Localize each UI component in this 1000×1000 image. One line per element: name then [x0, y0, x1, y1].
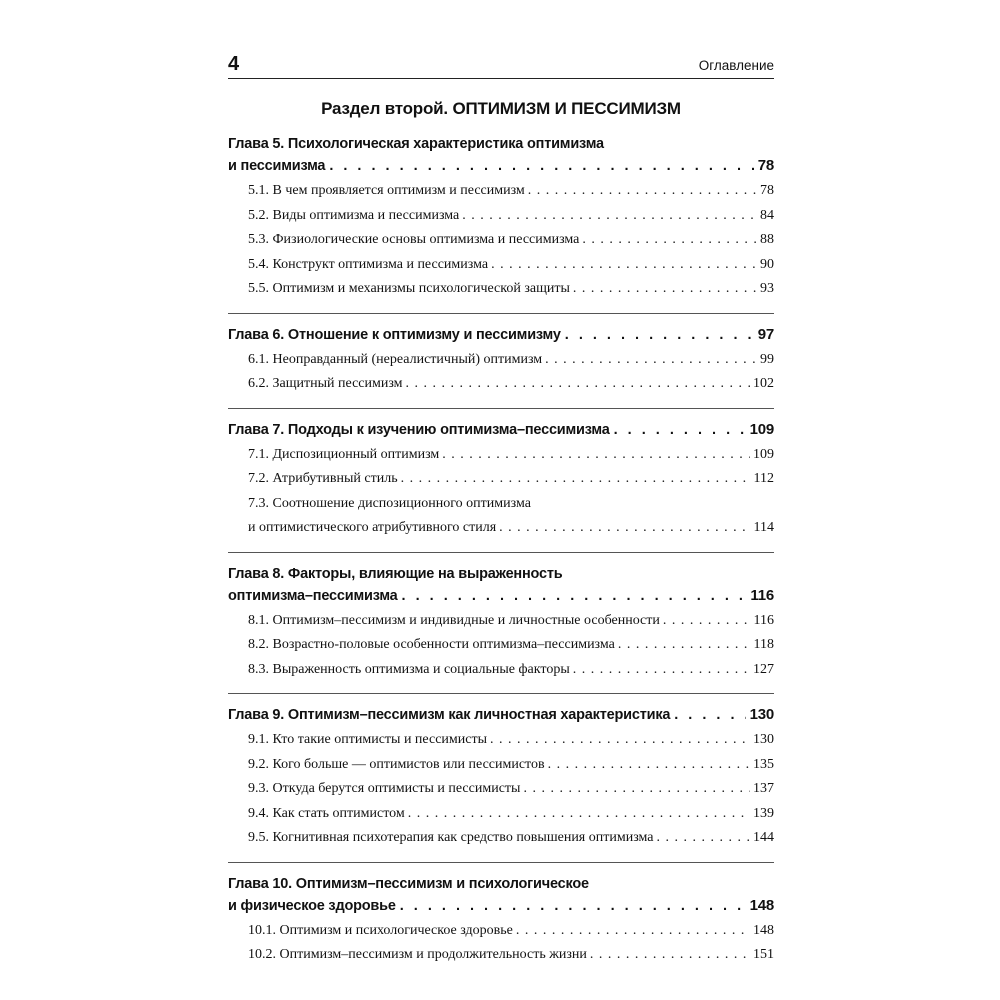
subsection-entry	[248, 443, 774, 468]
subsection-title: 8.1. Оптимизм–пессимизм и индивидные и личностные особенности	[248, 612, 660, 628]
subsection-title: 7.3. Соотношение диспозиционного оптимизма	[248, 495, 531, 511]
toc-chapter	[228, 862, 774, 968]
subsection-title: 5.5. Оптимизм и механизмы психологической защиты	[248, 281, 570, 296]
chapter-title: Глава 5. Психологическая характеристика оптимизма	[228, 136, 604, 152]
leader-dots	[408, 802, 750, 827]
subsection-title: 10.2. Оптимизм–пессимизм и продолжительность жизни	[248, 947, 587, 962]
subsection-entry	[248, 253, 774, 278]
subsection-entry	[248, 777, 774, 802]
chapter-title: и пессимизма	[228, 158, 326, 174]
chapter-title: Глава 8. Факторы, влияющие на выраженность	[228, 565, 563, 582]
leader-dots	[590, 943, 750, 968]
subsection-list	[228, 919, 774, 968]
chapter-page-number: 148	[749, 896, 774, 914]
subsection-entry	[248, 467, 774, 492]
leader-dots	[523, 777, 750, 802]
page-header	[228, 52, 774, 79]
leader-dots	[573, 277, 757, 302]
subsection-entry	[248, 633, 774, 658]
subsection-entry	[248, 802, 774, 827]
subsection-page-number: 116	[753, 612, 774, 628]
subsection-page-number: 93	[760, 281, 774, 296]
subsection-page-number: 118	[753, 637, 774, 652]
chapter-entry	[228, 419, 774, 441]
subsection-entry	[248, 826, 774, 851]
leader-dots	[329, 155, 753, 177]
subsection-page-number: 78	[760, 183, 774, 198]
subsection-page-number: 137	[753, 781, 774, 796]
chapter-title: оптимизма–пессимизма	[228, 587, 398, 604]
subsection-page-number: 88	[760, 232, 774, 247]
leader-dots	[663, 609, 751, 634]
subsection-page-number: 99	[760, 351, 774, 367]
subsection-list	[228, 443, 774, 541]
subsection-list	[228, 179, 774, 302]
subsection-page-number: 139	[753, 805, 774, 821]
subsection-entry	[248, 372, 774, 397]
subsection-entry	[248, 728, 774, 753]
chapter-page-number: 130	[749, 706, 774, 723]
subsection-page-number: 151	[753, 947, 774, 962]
leader-dots	[401, 467, 751, 492]
toc-chapter	[228, 408, 774, 541]
leader-dots	[582, 228, 757, 253]
leader-dots	[402, 585, 747, 607]
subsection-title: и оптимистического атрибутивного стиля	[248, 520, 497, 535]
chapter-entry	[228, 155, 774, 177]
chapter-title: Глава 6. Отношение к оптимизму и пессимизму	[228, 326, 561, 343]
subsection-entry	[248, 348, 774, 373]
subsection-entry	[248, 919, 774, 944]
running-title: Оглавление	[698, 58, 774, 73]
page-number: 4	[228, 53, 240, 75]
leader-dots	[400, 895, 746, 917]
subsection-title: 9.4. Как стать оптимистом	[248, 805, 405, 821]
subsection-list	[228, 609, 774, 683]
chapter-entry	[228, 895, 774, 917]
subsection-entry	[248, 204, 774, 229]
leader-dots	[674, 704, 745, 726]
chapter-page-number: 116	[750, 586, 774, 604]
leader-dots	[462, 204, 757, 229]
leader-dots	[491, 253, 757, 278]
leader-dots	[516, 919, 750, 944]
subsection-page-number: 135	[753, 756, 774, 772]
chapter-page-number: 78	[757, 157, 774, 174]
toc-chapter	[228, 133, 774, 302]
subsection-entry	[248, 658, 774, 683]
subsection-entry	[248, 753, 774, 778]
subsection-page-number: 130	[753, 732, 774, 747]
subsection-page-number: 114	[753, 520, 774, 535]
leader-dots	[573, 658, 750, 683]
toc-chapter	[228, 693, 774, 851]
chapter-entry	[228, 704, 774, 726]
leader-dots	[442, 443, 750, 468]
leader-dots	[618, 633, 751, 658]
subsection-title: 7.1. Диспозиционный оптимизм	[248, 446, 440, 462]
subsection-title: 9.5. Когнитивная психотерапия как средство повышения оптимизма	[248, 830, 654, 845]
subsection-list	[228, 728, 774, 851]
subsection-title: 5.4. Конструкт оптимизма и пессимизма	[248, 256, 489, 272]
subsection-page-number: 112	[753, 471, 774, 486]
subsection-page-number: 144	[753, 830, 774, 845]
toc-chapter	[228, 313, 774, 397]
book-page	[228, 52, 774, 979]
subsection-title: 7.2. Атрибутивный стиль	[248, 471, 398, 486]
subsection-title: 8.3. Выраженность оптимизма и социальные факторы	[248, 661, 570, 677]
leader-dots	[490, 728, 750, 753]
section-title: Раздел второй. ОПТИМИЗМ И ПЕССИМИЗМ	[321, 99, 681, 118]
subsection-page-number: 90	[760, 256, 774, 272]
subsection-page-number: 127	[753, 661, 774, 677]
subsection-page-number: 148	[753, 922, 774, 938]
subsection-entry	[248, 179, 774, 204]
leader-dots	[614, 419, 746, 441]
subsection-title: 9.3. Откуда берутся оптимисты и пессимисты	[248, 781, 521, 796]
chapter-title: Глава 9. Оптимизм–пессимизм как личностная характеристика	[228, 707, 671, 723]
subsection-entry	[248, 609, 774, 634]
subsection-title: 9.1. Кто такие оптимисты и пессимисты	[248, 732, 487, 747]
subsection-entry	[248, 516, 774, 541]
subsection-title: 6.1. Неоправданный (нереалистичный) оптимизм	[248, 351, 543, 367]
toc-chapter	[228, 552, 774, 683]
leader-dots	[528, 179, 757, 204]
subsection-entry	[248, 277, 774, 302]
chapter-title: Глава 7. Подходы к изучению оптимизма–пессимизма	[228, 421, 610, 438]
leader-dots	[499, 516, 750, 541]
table-of-contents	[228, 133, 774, 968]
chapter-title: и физическое здоровье	[228, 897, 396, 914]
subsection-title: 9.2. Кого больше — оптимистов или пессимистов	[248, 756, 545, 772]
subsection-page-number: 84	[760, 207, 774, 223]
chapter-entry	[228, 585, 774, 607]
subsection-title: 5.3. Физиологические основы оптимизма и пессимизма	[248, 232, 580, 247]
leader-dots	[565, 324, 754, 346]
subsection-page-number: 102	[753, 376, 774, 391]
subsection-title: 10.1. Оптимизм и психологическое здоровье	[248, 922, 513, 938]
chapter-title: Глава 10. Оптимизм–пессимизм и психологическое	[228, 875, 589, 892]
chapter-page-number: 97	[757, 325, 774, 343]
leader-dots	[545, 348, 757, 373]
subsection-title: 8.2. Возрастно-половые особенности оптимизма–пессимизма	[248, 637, 615, 652]
leader-dots	[548, 753, 750, 778]
subsection-title: 5.1. В чем проявляется оптимизм и пессимизм	[248, 183, 525, 198]
chapter-entry	[228, 324, 774, 346]
subsection-title: 6.2. Защитный пессимизм	[248, 376, 403, 391]
subsection-entry	[248, 228, 774, 253]
subsection-list	[228, 348, 774, 397]
subsection-page-number: 109	[753, 446, 774, 462]
chapter-page-number: 109	[749, 420, 774, 438]
leader-dots	[406, 372, 750, 397]
subsection-entry	[248, 943, 774, 968]
leader-dots	[657, 826, 750, 851]
subsection-title: 5.2. Виды оптимизма и пессимизма	[248, 207, 460, 223]
